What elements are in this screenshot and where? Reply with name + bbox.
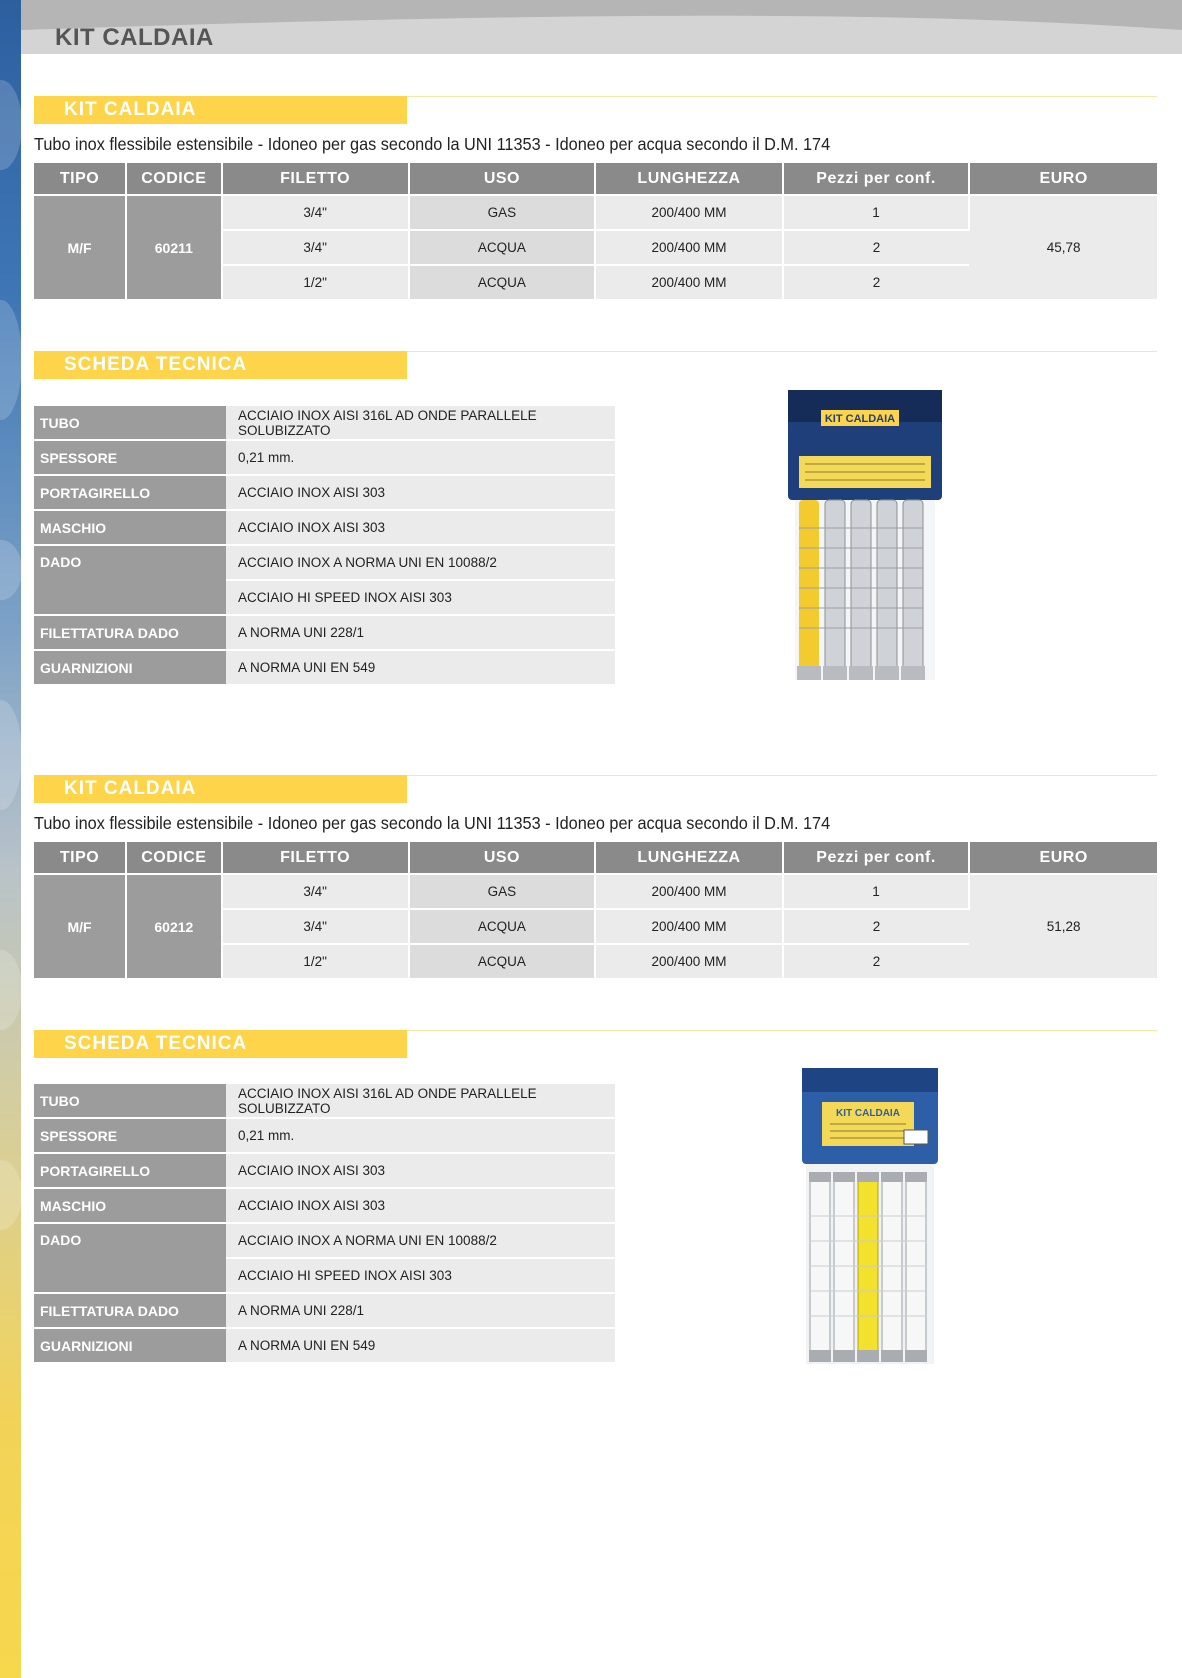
cell-euro: 51,28 [969,874,1157,978]
section-heading-scheda [34,1030,407,1058]
cell-pezzi: 2 [783,265,970,299]
decor-bubble [0,950,22,1030]
cell-uso: ACQUA [409,909,596,944]
section-divider [407,1030,1157,1031]
spec-key: MASCHIO [34,1188,226,1223]
spec-value: ACCIAIO INOX A NORMA UNI EN 10088/2 [226,545,615,580]
product-photo-kit-60211 [785,388,945,688]
cell-pezzi: 2 [783,909,970,944]
spec-key: TUBO [34,405,226,440]
cell-filetto: 3/4" [222,909,409,944]
spec-row [34,650,615,684]
spec-value: ACCIAIO INOX AISI 303 [226,510,615,545]
spec-value: A NORMA UNI 228/1 [226,615,615,650]
product-photo-kit-60212 [800,1066,940,1371]
table-header-row [34,163,1157,195]
spec-row [34,1153,615,1188]
product-table [34,842,1157,978]
spec-key: GUARNIZIONI [34,1328,226,1362]
cell-filetto: 3/4" [222,195,409,230]
col-header-euro: EURO [969,163,1157,195]
spec-key: DADO [34,545,226,615]
spec-key: DADO [34,1223,226,1293]
table-row [34,874,1157,909]
spec-row [34,475,615,510]
col-header-tipo: TIPO [34,163,126,195]
section-divider [407,775,1157,776]
col-header-uso: USO [409,842,596,874]
product-table [34,163,1157,299]
spec-value: ACCIAIO INOX AISI 316L AD ONDE PARALLELE SOLUBIZZATO [226,1083,615,1118]
spec-value: ACCIAIO HI SPEED INOX AISI 303 [226,580,615,615]
spec-row [34,1118,615,1153]
cell-uso: ACQUA [409,265,596,299]
cell-uso: GAS [409,195,596,230]
section-divider [407,96,1157,97]
spec-value: ACCIAIO INOX AISI 303 [226,475,615,510]
side-decoration-strip [0,0,21,1678]
col-header-codice: CODICE [126,163,222,195]
spec-key: FILETTATURA DADO [34,1293,226,1328]
cell-pezzi: 1 [783,874,970,909]
spec-key: MASCHIO [34,510,226,545]
spec-row [34,1188,615,1223]
tech-spec-table [34,1082,615,1362]
cell-codice: 60212 [126,874,222,978]
section-heading-text: KIT CALDAIA [64,99,197,120]
spec-value: A NORMA UNI 228/1 [226,1293,615,1328]
cell-pezzi: 2 [783,944,970,978]
cell-tipo: M/F [34,195,126,299]
section-heading-text: SCHEDA TECNICA [64,1033,248,1054]
spec-value: ACCIAIO INOX AISI 303 [226,1153,615,1188]
spec-value: 0,21 mm. [226,1118,615,1153]
page-title: KIT CALDAIA [55,24,214,51]
spec-key: SPESSORE [34,1118,226,1153]
tech-spec-table [34,404,615,684]
spec-key: PORTAGIRELLO [34,475,226,510]
spec-value: ACCIAIO INOX A NORMA UNI EN 10088/2 [226,1223,615,1258]
package-label: KIT CALDAIA [824,413,896,425]
spec-row [34,440,615,475]
col-header-pezzi: Pezzi per conf. [783,163,970,195]
table-header-row [34,842,1157,874]
cell-filetto: 1/2" [222,944,409,978]
cell-lunghezza: 200/400 MM [595,195,783,230]
spec-key: FILETTATURA DADO [34,615,226,650]
cell-pezzi: 1 [783,195,970,230]
product-description: Tubo inox flessibile estensibile - Idoneo per gas secondo la UNI 11353 - Idoneo per acqua secondo il D.M. 174 [34,813,831,833]
spec-value: ACCIAIO INOX AISI 316L AD ONDE PARALLELE SOLUBIZZATO [226,405,615,440]
cell-uso: GAS [409,874,596,909]
cell-lunghezza: 200/400 MM [595,944,783,978]
section-heading-scheda [34,351,407,379]
cell-tipo: M/F [34,874,126,978]
section-heading-text: KIT CALDAIA [64,778,197,799]
spec-row [34,405,615,440]
section-divider [407,351,1157,352]
spec-row [34,510,615,545]
spec-value: A NORMA UNI EN 549 [226,650,615,684]
cell-codice: 60211 [126,195,222,299]
decor-bubble [0,540,22,600]
cell-lunghezza: 200/400 MM [595,874,783,909]
spec-value: 0,21 mm. [226,440,615,475]
cell-filetto: 3/4" [222,230,409,265]
col-header-tipo: TIPO [34,842,126,874]
cell-lunghezza: 200/400 MM [595,265,783,299]
cell-euro: 45,78 [969,195,1157,299]
col-header-codice: CODICE [126,842,222,874]
spec-key: SPESSORE [34,440,226,475]
cell-lunghezza: 200/400 MM [595,909,783,944]
spec-key: GUARNIZIONI [34,650,226,684]
cell-pezzi: 2 [783,230,970,265]
table-row [34,195,1157,230]
spec-value: ACCIAIO HI SPEED INOX AISI 303 [226,1258,615,1293]
package-label: KIT CALDAIA [836,1108,900,1119]
cell-filetto: 3/4" [222,874,409,909]
section-heading-kit [34,96,407,124]
cell-uso: ACQUA [409,944,596,978]
spec-row [34,1083,615,1118]
col-header-lunghezza: LUNGHEZZA [595,163,783,195]
col-header-pezzi: Pezzi per conf. [783,842,970,874]
spec-row [34,615,615,650]
spec-row [34,1293,615,1328]
col-header-euro: EURO [969,842,1157,874]
decor-bubble [0,1160,22,1230]
col-header-uso: USO [409,163,596,195]
cell-filetto: 1/2" [222,265,409,299]
decor-bubble [0,700,22,810]
spec-row [34,545,615,580]
product-description: Tubo inox flessibile estensibile - Idoneo per gas secondo la UNI 11353 - Idoneo per acqua secondo il D.M. 174 [34,134,831,154]
spec-value: ACCIAIO INOX AISI 303 [226,1188,615,1223]
section-heading-kit [34,775,407,803]
decor-bubble [0,80,22,170]
spec-row [34,1223,615,1258]
spec-key: TUBO [34,1083,226,1118]
spec-value: A NORMA UNI EN 549 [226,1328,615,1362]
spec-key: PORTAGIRELLO [34,1153,226,1188]
spec-row [34,1328,615,1362]
col-header-filetto: FILETTO [222,842,409,874]
cell-lunghezza: 200/400 MM [595,230,783,265]
section-heading-text: SCHEDA TECNICA [64,354,248,375]
col-header-filetto: FILETTO [222,163,409,195]
decor-bubble [0,300,22,420]
col-header-lunghezza: LUNGHEZZA [595,842,783,874]
cell-uso: ACQUA [409,230,596,265]
